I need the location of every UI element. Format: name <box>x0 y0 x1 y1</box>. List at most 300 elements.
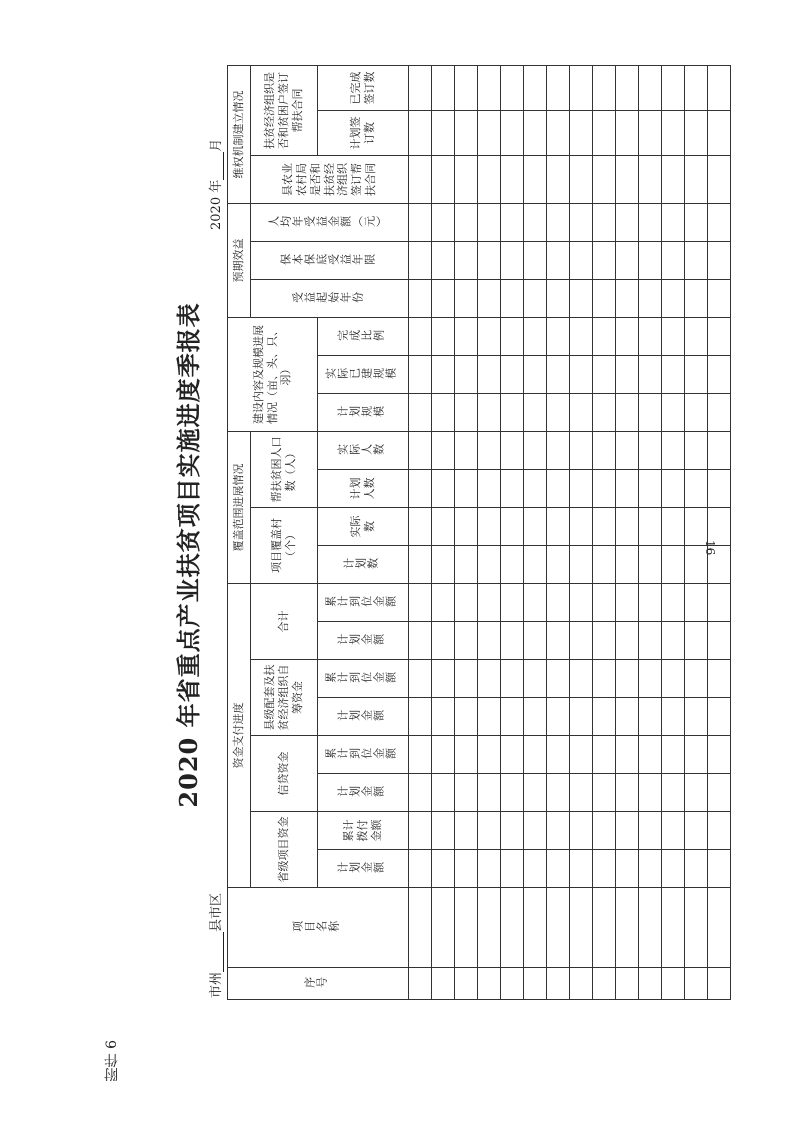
table-cell <box>593 508 616 546</box>
table-row <box>570 65 593 999</box>
table-cell <box>409 812 432 850</box>
table-cell <box>501 546 524 584</box>
table-cell <box>409 546 432 584</box>
table-cell <box>570 622 593 660</box>
table-cell <box>547 622 570 660</box>
table-cell <box>432 660 455 698</box>
table-cell <box>616 888 639 968</box>
table-cell <box>432 698 455 736</box>
table-cell <box>662 155 685 203</box>
table-cell <box>478 584 501 622</box>
table-cell <box>524 110 547 155</box>
city-blank <box>209 932 224 972</box>
table-cell <box>501 888 524 968</box>
table-cell <box>708 698 731 736</box>
table-cell <box>409 279 432 317</box>
table-cell <box>685 508 708 546</box>
table-cell <box>570 698 593 736</box>
table-cell <box>639 546 662 584</box>
table-cell <box>616 508 639 546</box>
table-cell <box>639 241 662 279</box>
table-cell <box>501 241 524 279</box>
table-cell <box>639 155 662 203</box>
table-cell <box>432 356 455 394</box>
table-cell <box>708 622 731 660</box>
table-cell <box>593 584 616 622</box>
table-cell <box>432 774 455 812</box>
table-cell <box>501 203 524 241</box>
table-cell <box>662 508 685 546</box>
table-cell <box>685 110 708 155</box>
table-cell <box>616 470 639 508</box>
table-cell <box>708 508 731 546</box>
table-cell <box>616 203 639 241</box>
table-cell <box>593 622 616 660</box>
table-body <box>409 65 731 999</box>
table-cell <box>685 65 708 110</box>
header-start-year: 受益起始年份 <box>251 279 409 317</box>
table-cell <box>409 774 432 812</box>
table-cell <box>409 394 432 432</box>
table-cell <box>593 968 616 1000</box>
header-plan-signed: 计划签订数 <box>318 110 409 155</box>
table-cell <box>616 356 639 394</box>
table-cell <box>409 356 432 394</box>
table-cell <box>593 812 616 850</box>
table-cell <box>501 660 524 698</box>
table-cell <box>708 850 731 888</box>
table-cell <box>478 508 501 546</box>
table-cell <box>547 736 570 774</box>
table-cell <box>409 508 432 546</box>
table-cell <box>547 812 570 850</box>
table-cell <box>708 241 731 279</box>
table-cell <box>409 432 432 470</box>
table-cell <box>501 812 524 850</box>
table-cell <box>524 736 547 774</box>
table-cell <box>639 508 662 546</box>
table-cell <box>685 279 708 317</box>
table-cell <box>432 812 455 850</box>
table-cell <box>570 110 593 155</box>
header-credit-funds: 信贷资金 <box>251 736 318 812</box>
header-mechanism: 维权机制建立情况 <box>228 65 251 203</box>
table-cell <box>593 432 616 470</box>
table-cell <box>524 546 547 584</box>
header-villages: 项目覆盖村（个） <box>251 508 318 584</box>
table-cell <box>593 203 616 241</box>
table-cell <box>685 394 708 432</box>
header-county-cumulative: 累计到位金额 <box>318 660 409 698</box>
table-cell <box>547 279 570 317</box>
table-cell <box>662 698 685 736</box>
table-row <box>478 65 501 999</box>
table-cell <box>478 888 501 968</box>
header-seq: 序号 <box>228 968 409 1000</box>
header-county-match: 县级配套及扶贫经济组织自筹资金 <box>251 660 318 736</box>
table-cell <box>432 850 455 888</box>
table-cell <box>685 470 708 508</box>
table-cell <box>501 736 524 774</box>
table-cell <box>409 203 432 241</box>
table-cell <box>639 317 662 355</box>
header-guarantee-years: 保本保底受益年限 <box>251 241 409 279</box>
table-cell <box>639 110 662 155</box>
table-cell <box>639 622 662 660</box>
table-cell <box>662 110 685 155</box>
table-cell <box>547 394 570 432</box>
table-cell <box>708 279 731 317</box>
table-cell <box>616 110 639 155</box>
table-cell <box>708 888 731 968</box>
table-cell <box>501 622 524 660</box>
table-cell <box>524 432 547 470</box>
table-cell <box>708 65 731 110</box>
table-cell <box>593 888 616 968</box>
table-cell <box>478 110 501 155</box>
table-cell <box>708 546 731 584</box>
table-cell <box>570 660 593 698</box>
header-built-scale: 实际已建规模 <box>318 356 409 394</box>
table-cell <box>547 968 570 1000</box>
table-cell <box>478 546 501 584</box>
table-cell <box>409 584 432 622</box>
county-label: 县市区 <box>209 892 224 932</box>
table-cell <box>478 470 501 508</box>
table-cell <box>478 736 501 774</box>
table-cell <box>478 155 501 203</box>
report-title: 2020 年省重点产业扶贫项目实施进度季报表 <box>174 302 203 808</box>
table-cell <box>685 888 708 968</box>
table-cell <box>662 584 685 622</box>
table-cell <box>685 698 708 736</box>
table-cell <box>524 698 547 736</box>
table-cell <box>432 508 455 546</box>
table-cell <box>524 584 547 622</box>
table-row <box>616 65 639 999</box>
header-prov-plan: 计划金额 <box>318 850 409 888</box>
report-sheet <box>169 71 769 1020</box>
table-cell <box>501 394 524 432</box>
table-cell <box>547 356 570 394</box>
table-cell <box>593 65 616 110</box>
table-cell <box>524 622 547 660</box>
table-cell <box>524 155 547 203</box>
table-cell <box>432 888 455 968</box>
table-cell <box>547 470 570 508</box>
table-cell <box>409 622 432 660</box>
header-credit-cumulative: 累计到位金额 <box>318 736 409 774</box>
table-cell <box>708 736 731 774</box>
table-cell <box>432 203 455 241</box>
table-row <box>501 65 524 999</box>
table-cell <box>432 432 455 470</box>
table-cell <box>478 65 501 110</box>
table-cell <box>662 317 685 355</box>
table-cell <box>455 110 478 155</box>
table-cell <box>478 203 501 241</box>
table-cell <box>455 203 478 241</box>
table-cell <box>409 888 432 968</box>
table-cell <box>432 968 455 1000</box>
table-cell <box>501 698 524 736</box>
table-cell <box>685 432 708 470</box>
table-cell <box>685 241 708 279</box>
table-cell <box>409 110 432 155</box>
table-cell <box>593 774 616 812</box>
table-cell <box>593 660 616 698</box>
header-villages-plan: 计划数 <box>318 546 409 584</box>
table-cell <box>616 774 639 812</box>
header-plan-scale: 计划规模 <box>318 394 409 432</box>
header-prov-cumulative: 累计拨付金额 <box>318 812 409 850</box>
table-cell <box>639 736 662 774</box>
table-cell <box>478 660 501 698</box>
table-cell <box>685 622 708 660</box>
header-county-plan: 计划金额 <box>318 698 409 736</box>
table-cell <box>524 888 547 968</box>
page-number: 16 <box>703 540 717 556</box>
table-cell <box>708 812 731 850</box>
header-poor-pop: 帮扶贫困人口数（人） <box>251 432 318 508</box>
progress-table <box>227 65 731 1000</box>
table-cell <box>570 850 593 888</box>
table-cell <box>547 850 570 888</box>
table-cell <box>432 470 455 508</box>
table-cell <box>501 279 524 317</box>
table-cell <box>570 65 593 110</box>
table-cell <box>455 622 478 660</box>
table-cell <box>593 698 616 736</box>
table-cell <box>570 317 593 355</box>
table-cell <box>570 356 593 394</box>
table-cell <box>478 812 501 850</box>
table-cell <box>616 622 639 660</box>
table-cell <box>501 774 524 812</box>
table-cell <box>662 812 685 850</box>
table-cell <box>570 888 593 968</box>
table-cell <box>524 850 547 888</box>
table-cell <box>409 698 432 736</box>
table-cell <box>547 888 570 968</box>
table-cell <box>432 65 455 110</box>
table-cell <box>639 432 662 470</box>
table-cell <box>455 241 478 279</box>
header-poor-plan: 计划人数 <box>318 470 409 508</box>
table-cell <box>409 660 432 698</box>
table-cell <box>478 698 501 736</box>
region-line <box>205 893 225 998</box>
table-cell <box>616 317 639 355</box>
table-cell <box>478 356 501 394</box>
table-cell <box>639 279 662 317</box>
table-cell <box>685 812 708 850</box>
table-cell <box>616 660 639 698</box>
table-cell <box>708 470 731 508</box>
table-cell <box>639 850 662 888</box>
table-cell <box>501 508 524 546</box>
table-cell <box>616 394 639 432</box>
table-cell <box>570 470 593 508</box>
table-cell <box>639 470 662 508</box>
table-cell <box>524 812 547 850</box>
table-cell <box>685 317 708 355</box>
table-cell <box>616 65 639 110</box>
table-cell <box>524 508 547 546</box>
table-cell <box>593 155 616 203</box>
table-cell <box>501 356 524 394</box>
table-cell <box>616 968 639 1000</box>
table-cell <box>593 279 616 317</box>
table-cell <box>616 812 639 850</box>
table-cell <box>662 279 685 317</box>
table-cell <box>455 584 478 622</box>
table-cell <box>409 470 432 508</box>
table-cell <box>432 241 455 279</box>
table-cell <box>616 241 639 279</box>
table-cell <box>478 241 501 279</box>
header-benefits: 预期效益 <box>228 203 251 317</box>
table-cell <box>501 850 524 888</box>
header-funds-progress: 资金支付进度 <box>228 584 251 888</box>
table-cell <box>455 394 478 432</box>
table-cell <box>662 850 685 888</box>
table-cell <box>478 774 501 812</box>
table-cell <box>593 546 616 584</box>
table-row <box>593 65 616 999</box>
table-cell <box>708 584 731 622</box>
header-coverage: 覆盖范围进展情况 <box>228 432 251 584</box>
table-cell <box>662 65 685 110</box>
header-prov-funds: 省级项目资金 <box>251 812 318 888</box>
table-cell <box>593 394 616 432</box>
table-cell <box>409 317 432 355</box>
table-cell <box>570 432 593 470</box>
table-cell <box>570 584 593 622</box>
table-cell <box>685 968 708 1000</box>
table-row <box>662 65 685 999</box>
table-cell <box>662 241 685 279</box>
table-cell <box>455 432 478 470</box>
table-cell <box>639 812 662 850</box>
table-cell <box>616 850 639 888</box>
table-cell <box>662 968 685 1000</box>
table-cell <box>593 317 616 355</box>
table-cell <box>616 546 639 584</box>
header-completed-signed: 已完成签订数 <box>318 65 409 110</box>
table-cell <box>501 65 524 110</box>
table-cell <box>524 203 547 241</box>
table-cell <box>639 968 662 1000</box>
table-cell <box>547 203 570 241</box>
table-cell <box>455 698 478 736</box>
table-cell <box>685 850 708 888</box>
table-row <box>708 65 731 999</box>
table-cell <box>409 155 432 203</box>
table-cell <box>639 660 662 698</box>
table-cell <box>708 774 731 812</box>
table-row <box>409 65 432 999</box>
table-cell <box>432 155 455 203</box>
table-cell <box>432 584 455 622</box>
table-cell <box>570 546 593 584</box>
table-cell <box>570 968 593 1000</box>
table-cell <box>478 317 501 355</box>
table-cell <box>708 155 731 203</box>
header-poor-actual: 实际人数 <box>318 432 409 470</box>
table-cell <box>662 888 685 968</box>
table-cell <box>524 279 547 317</box>
table-cell <box>685 155 708 203</box>
table-cell <box>409 736 432 774</box>
table-cell <box>432 622 455 660</box>
table-cell <box>593 850 616 888</box>
table-row <box>685 65 708 999</box>
table-cell <box>570 241 593 279</box>
table-cell <box>455 508 478 546</box>
table-cell <box>662 203 685 241</box>
table-cell <box>662 622 685 660</box>
table-cell <box>547 317 570 355</box>
table-cell <box>708 203 731 241</box>
table-cell <box>708 317 731 355</box>
table-cell <box>501 110 524 155</box>
table-cell <box>616 736 639 774</box>
table-cell <box>478 432 501 470</box>
table-cell <box>685 546 708 584</box>
table-cell <box>455 546 478 584</box>
table-cell <box>524 65 547 110</box>
table-cell <box>501 155 524 203</box>
table-cell <box>708 110 731 155</box>
table-cell <box>432 279 455 317</box>
table-cell <box>524 394 547 432</box>
table-cell <box>547 241 570 279</box>
table-cell <box>501 968 524 1000</box>
date-line <box>205 139 225 230</box>
table-cell <box>524 774 547 812</box>
header-agri-bureau: 县农业农村局是否和扶贫经济组织签订帮扶合同 <box>251 155 409 203</box>
table-cell <box>570 774 593 812</box>
table-cell <box>639 584 662 622</box>
table-cell <box>685 356 708 394</box>
table-cell <box>455 774 478 812</box>
table-cell <box>455 356 478 394</box>
table-cell <box>478 394 501 432</box>
table-cell <box>685 736 708 774</box>
table-cell <box>685 660 708 698</box>
table-cell <box>616 432 639 470</box>
table-cell <box>639 698 662 736</box>
table-cell <box>547 432 570 470</box>
month-blank <box>209 152 224 180</box>
table-cell <box>708 660 731 698</box>
annex-label: 附件 6 <box>104 1040 120 1082</box>
table-cell <box>685 584 708 622</box>
table-cell <box>432 394 455 432</box>
table-cell <box>432 736 455 774</box>
table-row <box>524 65 547 999</box>
table-cell <box>662 432 685 470</box>
table-cell <box>547 546 570 584</box>
table-cell <box>524 660 547 698</box>
table-cell <box>570 203 593 241</box>
table-cell <box>455 65 478 110</box>
table-cell <box>432 317 455 355</box>
table-cell <box>455 736 478 774</box>
table-cell <box>616 155 639 203</box>
table-cell <box>547 660 570 698</box>
